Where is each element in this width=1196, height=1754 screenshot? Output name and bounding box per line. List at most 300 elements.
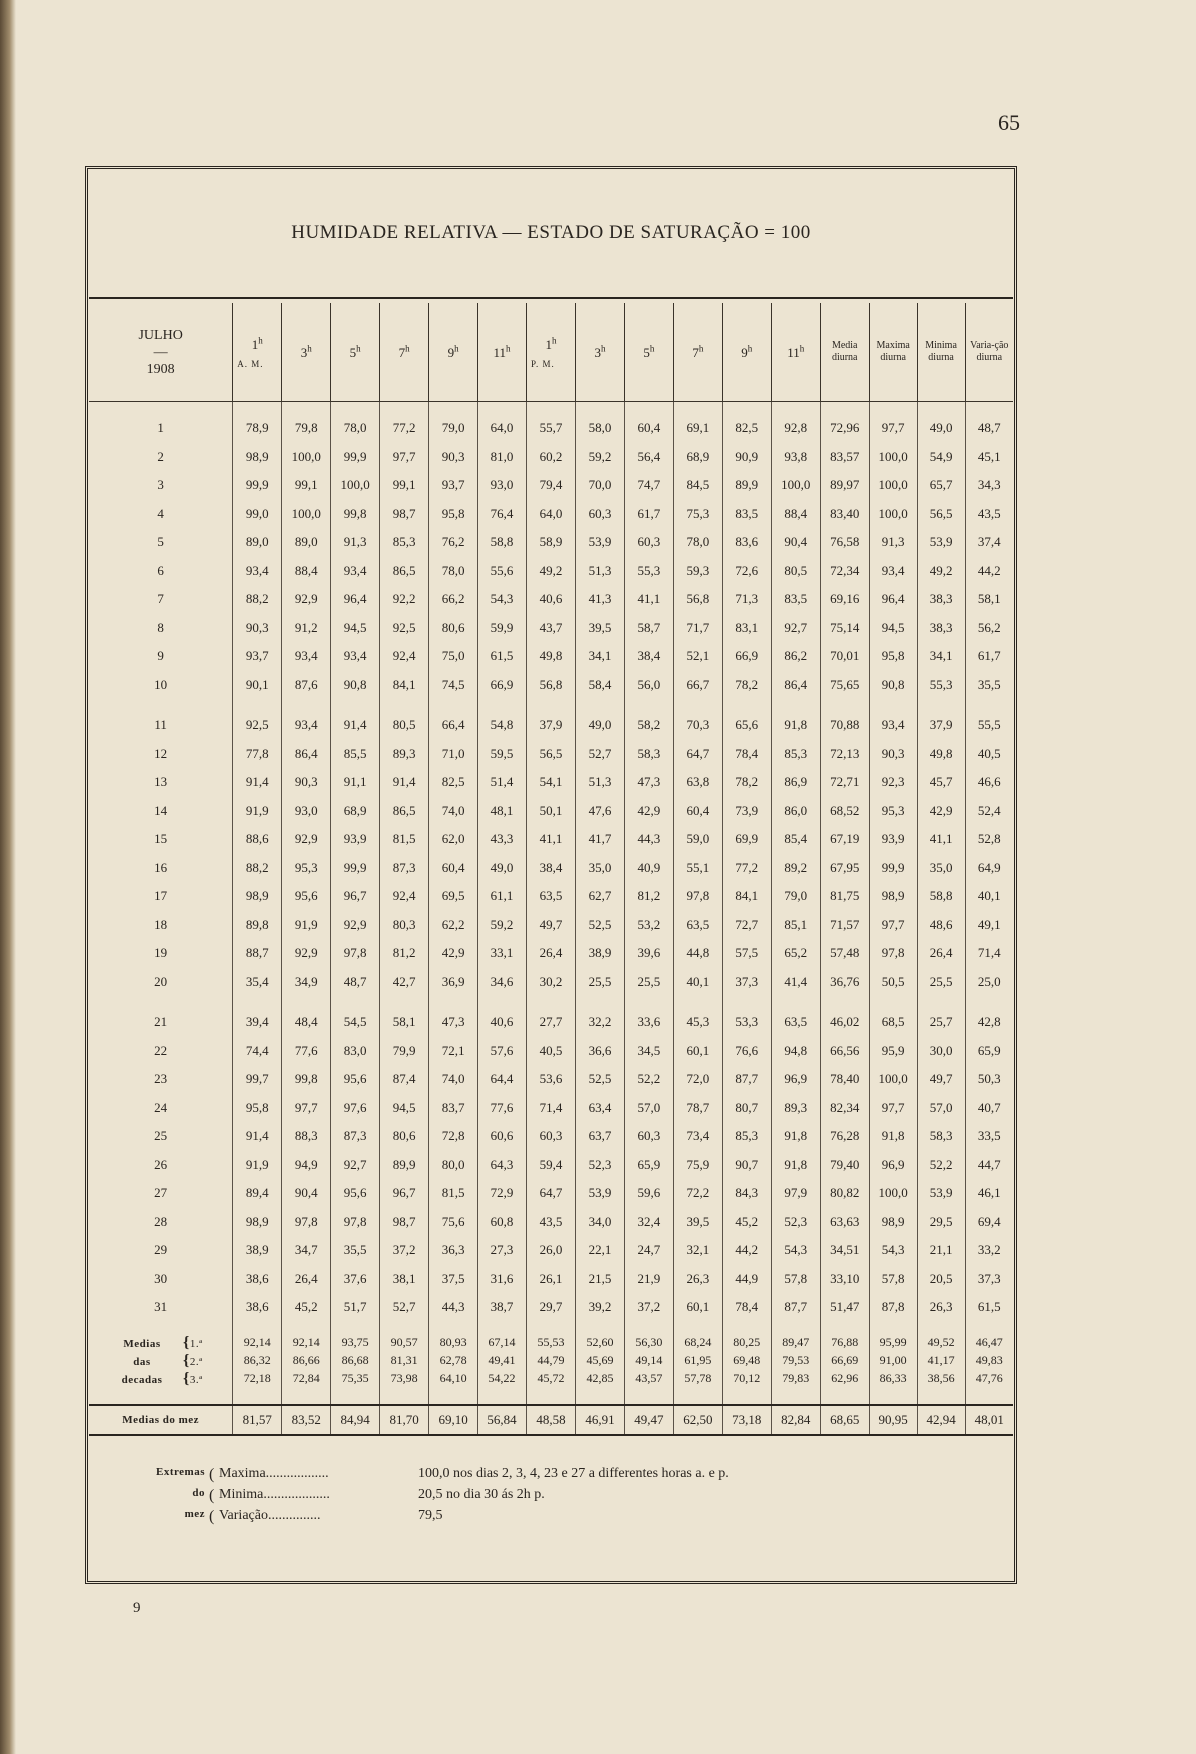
value-cell: 71,3 <box>722 585 771 614</box>
value-cell: 99,1 <box>380 471 429 500</box>
header-hour-label: 9$^h$ <box>741 343 753 360</box>
day-cell: 4 <box>157 505 164 521</box>
value-cell: 78,40 <box>820 1065 869 1094</box>
value-cell: 99,9 <box>869 854 917 883</box>
value-cell: 51,3 <box>575 768 624 797</box>
value-cell: 93,0 <box>478 471 527 500</box>
table-row <box>89 711 1013 740</box>
day-cell: 30 <box>154 1270 168 1286</box>
value-cell: 79,9 <box>380 1037 429 1066</box>
value-cell: 93,4 <box>282 642 331 671</box>
value-cell: 48,7 <box>331 968 380 997</box>
value-cell: 60,4 <box>624 414 673 443</box>
value-cell: 34,3 <box>965 471 1013 500</box>
value-cell: 38,9 <box>575 939 624 968</box>
value-cell: 81,2 <box>380 939 429 968</box>
decade-value: 72,84 <box>282 1370 331 1388</box>
value-cell: 100,0 <box>869 471 917 500</box>
value-cell: 91,4 <box>331 711 380 740</box>
value-cell: 45,3 <box>673 1008 722 1037</box>
value-cell: 72,7 <box>722 911 771 940</box>
value-cell: 86,5 <box>380 797 429 826</box>
table-row <box>89 642 1013 671</box>
value-cell: 34,9 <box>282 968 331 997</box>
value-cell: 86,9 <box>771 768 820 797</box>
title-rule <box>89 297 1013 299</box>
brace: ( <box>209 1466 215 1483</box>
value-cell: 83,5 <box>771 585 820 614</box>
value-cell: 26,1 <box>527 1265 576 1294</box>
value-cell: 52,5 <box>575 1065 624 1094</box>
value-cell: 35,5 <box>331 1236 380 1265</box>
value-cell: 44,2 <box>965 557 1013 586</box>
header-hour <box>380 303 429 402</box>
day-cell: 29 <box>154 1242 168 1258</box>
table-row <box>89 528 1013 557</box>
table-row <box>89 740 1013 769</box>
day-cell: 20 <box>154 973 168 989</box>
value-cell: 90,8 <box>331 671 380 700</box>
value-cell: 100,0 <box>869 500 917 529</box>
table-body <box>89 402 1013 1436</box>
header-hour-label: 3$^h$ <box>300 343 312 360</box>
value-cell: 93,4 <box>233 557 282 586</box>
value-cell: 90,3 <box>429 443 478 472</box>
value-cell: 73,9 <box>722 797 771 826</box>
value-cell: 88,4 <box>282 557 331 586</box>
value-cell: 92,8 <box>771 414 820 443</box>
value-cell: 96,4 <box>869 585 917 614</box>
month-mean-value: 81,57 <box>233 1405 282 1436</box>
value-cell: 83,57 <box>820 443 869 472</box>
day-cell: 3 <box>157 477 164 493</box>
value-cell: 35,4 <box>233 968 282 997</box>
value-cell: 49,1 <box>965 911 1013 940</box>
value-cell: 60,2 <box>527 443 576 472</box>
value-cell: 97,9 <box>771 1179 820 1208</box>
value-cell: 34,1 <box>917 642 965 671</box>
day-cell: 28 <box>154 1213 168 1229</box>
value-cell: 63,5 <box>673 911 722 940</box>
value-cell: 78,0 <box>673 528 722 557</box>
value-cell: 95,8 <box>233 1094 282 1123</box>
value-cell: 63,5 <box>527 882 576 911</box>
decade-value: 90,57 <box>380 1334 429 1352</box>
decade-value: 70,12 <box>722 1370 771 1388</box>
header-am: A. M. <box>237 358 264 369</box>
value-cell: 91,2 <box>282 614 331 643</box>
value-cell: 38,3 <box>917 614 965 643</box>
value-cell: 38,9 <box>233 1236 282 1265</box>
value-cell: 49,0 <box>575 711 624 740</box>
value-cell: 34,7 <box>282 1236 331 1265</box>
value-cell: 91,3 <box>869 528 917 557</box>
value-cell: 80,6 <box>429 614 478 643</box>
value-cell: 78,2 <box>722 671 771 700</box>
value-cell: 30,2 <box>527 968 576 997</box>
value-cell: 62,7 <box>575 882 624 911</box>
value-cell: 35,0 <box>917 854 965 883</box>
value-cell: 89,8 <box>233 911 282 940</box>
value-cell: 38,6 <box>233 1265 282 1294</box>
value-cell: 43,5 <box>965 500 1013 529</box>
value-cell: 83,0 <box>331 1037 380 1066</box>
value-cell: 72,6 <box>722 557 771 586</box>
value-cell: 89,9 <box>722 471 771 500</box>
day-cell: 25 <box>154 1128 168 1144</box>
value-cell: 82,5 <box>722 414 771 443</box>
value-cell: 91,8 <box>771 1122 820 1151</box>
value-cell: 61,7 <box>965 642 1013 671</box>
value-cell: 92,4 <box>380 642 429 671</box>
brace: ( <box>209 1487 215 1504</box>
value-cell: 69,4 <box>965 1208 1013 1237</box>
value-cell: 48,6 <box>917 911 965 940</box>
extreme-row <box>89 1508 1013 1528</box>
header-hour-label: 3$^h$ <box>594 343 606 360</box>
value-cell: 88,7 <box>233 939 282 968</box>
value-cell: 36,76 <box>820 968 869 997</box>
value-cell: 95,3 <box>869 797 917 826</box>
table-row <box>89 671 1013 700</box>
value-cell: 41,1 <box>527 825 576 854</box>
value-cell: 90,3 <box>282 768 331 797</box>
value-cell: 81,5 <box>429 1179 478 1208</box>
value-cell: 95,8 <box>869 642 917 671</box>
value-cell: 40,9 <box>624 854 673 883</box>
value-cell: 97,7 <box>380 443 429 472</box>
decade-value: 41,17 <box>917 1352 965 1370</box>
value-cell: 83,1 <box>722 614 771 643</box>
value-cell: 65,6 <box>722 711 771 740</box>
value-cell: 62,0 <box>429 825 478 854</box>
value-cell: 92,4 <box>380 882 429 911</box>
decade-value: 47,76 <box>965 1370 1013 1388</box>
value-cell: 93,9 <box>869 825 917 854</box>
value-cell: 58,8 <box>478 528 527 557</box>
value-cell: 70,3 <box>673 711 722 740</box>
value-cell: 36,9 <box>429 968 478 997</box>
decade-value: 45,69 <box>575 1352 624 1370</box>
value-cell: 99,0 <box>233 500 282 529</box>
value-cell: 46,02 <box>820 1008 869 1037</box>
value-cell: 77,2 <box>722 854 771 883</box>
value-cell: 83,40 <box>820 500 869 529</box>
header-hour <box>722 303 771 402</box>
decade-value: 92,14 <box>282 1334 331 1352</box>
value-cell: 50,5 <box>869 968 917 997</box>
month-mean-value: 42,94 <box>917 1405 965 1436</box>
decade-value: 80,25 <box>722 1334 771 1352</box>
value-cell: 91,1 <box>331 768 380 797</box>
decade-value: 86,33 <box>869 1370 917 1388</box>
extreme-row <box>89 1466 1013 1486</box>
header-hour-label: 11$^h$ <box>787 343 805 360</box>
value-cell: 33,6 <box>624 1008 673 1037</box>
value-cell: 24,7 <box>624 1236 673 1265</box>
day-cell: 31 <box>154 1299 168 1315</box>
value-cell: 26,4 <box>527 939 576 968</box>
value-cell: 91,4 <box>233 1122 282 1151</box>
value-cell: 55,1 <box>673 854 722 883</box>
extreme-value: 79,5 <box>418 1508 443 1523</box>
value-cell: 75,9 <box>673 1151 722 1180</box>
value-cell: 21,9 <box>624 1265 673 1294</box>
value-cell: 57,8 <box>869 1265 917 1294</box>
value-cell: 84,1 <box>722 882 771 911</box>
value-cell: 58,2 <box>624 711 673 740</box>
decade-mean-row <box>89 1370 1013 1388</box>
extremes-label: mez <box>184 1508 205 1520</box>
value-cell: 85,5 <box>331 740 380 769</box>
value-cell: 34,51 <box>820 1236 869 1265</box>
value-cell: 96,7 <box>380 1179 429 1208</box>
header-hour <box>282 303 331 402</box>
value-cell: 37,5 <box>429 1265 478 1294</box>
value-cell: 90,9 <box>722 443 771 472</box>
value-cell: 75,6 <box>429 1208 478 1237</box>
value-cell: 59,2 <box>575 443 624 472</box>
value-cell: 53,9 <box>917 1179 965 1208</box>
decade-value: 52,60 <box>575 1334 624 1352</box>
value-cell: 52,3 <box>575 1151 624 1180</box>
value-cell: 42,9 <box>624 797 673 826</box>
header-hour-label: 11$^h$ <box>493 343 511 360</box>
value-cell: 25,5 <box>917 968 965 997</box>
value-cell: 55,3 <box>624 557 673 586</box>
extreme-name: Maxima.................. <box>219 1466 329 1481</box>
value-cell: 37,3 <box>965 1265 1013 1294</box>
value-cell: 90,7 <box>722 1151 771 1180</box>
value-cell: 98,9 <box>233 1208 282 1237</box>
value-cell: 41,3 <box>575 585 624 614</box>
value-cell: 93,8 <box>771 443 820 472</box>
table-row <box>89 1293 1013 1322</box>
value-cell: 44,3 <box>624 825 673 854</box>
decade-value: 95,99 <box>869 1334 917 1352</box>
value-cell: 52,2 <box>624 1065 673 1094</box>
value-cell: 45,7 <box>917 768 965 797</box>
value-cell: 97,8 <box>869 939 917 968</box>
value-cell: 98,9 <box>869 882 917 911</box>
decade-label: decadas {3.ª <box>121 1369 203 1387</box>
table-row <box>89 1265 1013 1294</box>
value-cell: 55,3 <box>917 671 965 700</box>
month-mean-value: 46,91 <box>575 1405 624 1436</box>
value-cell: 59,6 <box>624 1179 673 1208</box>
value-cell: 54,8 <box>478 711 527 740</box>
value-cell: 58,1 <box>965 585 1013 614</box>
value-cell: 41,1 <box>917 825 965 854</box>
value-cell: 94,8 <box>771 1037 820 1066</box>
value-cell: 74,0 <box>429 797 478 826</box>
value-cell: 62,2 <box>429 911 478 940</box>
value-cell: 60,1 <box>673 1037 722 1066</box>
value-cell: 58,3 <box>917 1122 965 1151</box>
value-cell: 40,6 <box>478 1008 527 1037</box>
value-cell: 72,96 <box>820 414 869 443</box>
humidity-table <box>89 303 1013 1436</box>
value-cell: 53,6 <box>527 1065 576 1094</box>
value-cell: 56,5 <box>527 740 576 769</box>
value-cell: 97,7 <box>869 911 917 940</box>
value-cell: 92,7 <box>331 1151 380 1180</box>
value-cell: 53,2 <box>624 911 673 940</box>
value-cell: 65,9 <box>624 1151 673 1180</box>
value-cell: 89,97 <box>820 471 869 500</box>
value-cell: 83,6 <box>722 528 771 557</box>
decade-value: 86,32 <box>233 1352 282 1370</box>
month-mean-row <box>89 1405 1013 1436</box>
value-cell: 37,4 <box>965 528 1013 557</box>
value-cell: 98,9 <box>233 443 282 472</box>
value-cell: 80,5 <box>380 711 429 740</box>
value-cell: 88,4 <box>771 500 820 529</box>
value-cell: 40,6 <box>527 585 576 614</box>
value-cell: 38,6 <box>233 1293 282 1322</box>
value-cell: 77,6 <box>282 1037 331 1066</box>
value-cell: 59,9 <box>478 614 527 643</box>
value-cell: 90,3 <box>869 740 917 769</box>
table-row <box>89 614 1013 643</box>
header-hour-label: 1$^h$ <box>545 335 557 352</box>
value-cell: 78,0 <box>429 557 478 586</box>
value-cell: 49,8 <box>527 642 576 671</box>
value-cell: 88,2 <box>233 585 282 614</box>
value-cell: 90,4 <box>771 528 820 557</box>
value-cell: 59,3 <box>673 557 722 586</box>
day-cell: 9 <box>157 648 164 664</box>
value-cell: 61,7 <box>624 500 673 529</box>
value-cell: 44,8 <box>673 939 722 968</box>
table-row <box>89 1065 1013 1094</box>
value-cell: 95,6 <box>331 1065 380 1094</box>
value-cell: 60,3 <box>527 1122 576 1151</box>
header-stat: Media diurna <box>820 303 869 402</box>
value-cell: 87,4 <box>380 1065 429 1094</box>
value-cell: 57,8 <box>771 1265 820 1294</box>
value-cell: 40,5 <box>527 1037 576 1066</box>
value-cell: 25,7 <box>917 1008 965 1037</box>
signature-mark: 9 <box>133 1600 141 1616</box>
value-cell: 69,1 <box>673 414 722 443</box>
value-cell: 93,0 <box>282 797 331 826</box>
header-hour-label: 9$^h$ <box>447 343 459 360</box>
value-cell: 71,4 <box>527 1094 576 1123</box>
value-cell: 52,7 <box>380 1293 429 1322</box>
value-cell: 45,2 <box>282 1293 331 1322</box>
value-cell: 100,0 <box>331 471 380 500</box>
decade-value: 68,24 <box>673 1334 722 1352</box>
value-cell: 33,2 <box>965 1236 1013 1265</box>
value-cell: 56,2 <box>965 614 1013 643</box>
value-cell: 99,9 <box>331 443 380 472</box>
value-cell: 70,01 <box>820 642 869 671</box>
table-row <box>89 854 1013 883</box>
decade-value: 86,66 <box>282 1352 331 1370</box>
value-cell: 82,5 <box>429 768 478 797</box>
value-cell: 89,0 <box>233 528 282 557</box>
month-mean-value: 83,52 <box>282 1405 331 1436</box>
value-cell: 98,9 <box>869 1208 917 1237</box>
value-cell: 35,0 <box>575 854 624 883</box>
value-cell: 39,2 <box>575 1293 624 1322</box>
value-cell: 52,8 <box>965 825 1013 854</box>
value-cell: 58,1 <box>380 1008 429 1037</box>
value-cell: 69,9 <box>722 825 771 854</box>
value-cell: 41,4 <box>771 968 820 997</box>
day-cell: 12 <box>154 745 168 761</box>
value-cell: 54,9 <box>917 443 965 472</box>
decade-value: 46,47 <box>965 1334 1013 1352</box>
month-mean-value: 84,94 <box>331 1405 380 1436</box>
value-cell: 73,4 <box>673 1122 722 1151</box>
value-cell: 98,7 <box>380 500 429 529</box>
value-cell: 59,2 <box>478 911 527 940</box>
month-mean-label: Medias do mez <box>89 1405 233 1436</box>
day-cell: 14 <box>154 802 168 818</box>
value-cell: 26,0 <box>527 1236 576 1265</box>
value-cell: 31,6 <box>478 1265 527 1294</box>
value-cell: 66,2 <box>429 585 478 614</box>
value-cell: 79,0 <box>429 414 478 443</box>
value-cell: 92,5 <box>380 614 429 643</box>
day-cell: 2 <box>157 448 164 464</box>
value-cell: 92,9 <box>282 585 331 614</box>
spacer-row <box>89 402 1013 415</box>
decade-value: 81,31 <box>380 1352 429 1370</box>
value-cell: 84,1 <box>380 671 429 700</box>
value-cell: 88,2 <box>233 854 282 883</box>
value-cell: 25,5 <box>575 968 624 997</box>
table-title: HUMIDADE RELATIVA — ESTADO DE SATURAÇÃO = 100 <box>291 222 811 243</box>
value-cell: 59,5 <box>478 740 527 769</box>
value-cell: 91,9 <box>233 1151 282 1180</box>
spacer-row <box>89 1322 1013 1334</box>
table-row <box>89 1037 1013 1066</box>
value-cell: 40,7 <box>965 1094 1013 1123</box>
value-cell: 40,1 <box>965 882 1013 911</box>
value-cell: 89,2 <box>771 854 820 883</box>
header-stat: Varia-ção diurna <box>965 303 1013 402</box>
decade-value: 93,75 <box>331 1334 380 1352</box>
value-cell: 94,9 <box>282 1151 331 1180</box>
value-cell: 48,4 <box>282 1008 331 1037</box>
value-cell: 87,3 <box>331 1122 380 1151</box>
decade-value: 44,79 <box>527 1352 576 1370</box>
decade-value: 64,10 <box>429 1370 478 1388</box>
table-row <box>89 414 1013 443</box>
value-cell: 66,9 <box>478 671 527 700</box>
value-cell: 85,3 <box>771 740 820 769</box>
value-cell: 71,7 <box>673 614 722 643</box>
value-cell: 87,3 <box>380 854 429 883</box>
value-cell: 57,0 <box>624 1094 673 1123</box>
value-cell: 44,2 <box>722 1236 771 1265</box>
decade-value: 69,48 <box>722 1352 771 1370</box>
value-cell: 34,1 <box>575 642 624 671</box>
value-cell: 63,5 <box>771 1008 820 1037</box>
value-cell: 56,0 <box>624 671 673 700</box>
value-cell: 85,3 <box>380 528 429 557</box>
value-cell: 92,9 <box>282 939 331 968</box>
value-cell: 68,9 <box>331 797 380 826</box>
table-row <box>89 500 1013 529</box>
month-mean-value: 69,10 <box>429 1405 478 1436</box>
value-cell: 66,7 <box>673 671 722 700</box>
value-cell: 93,7 <box>429 471 478 500</box>
value-cell: 37,9 <box>917 711 965 740</box>
